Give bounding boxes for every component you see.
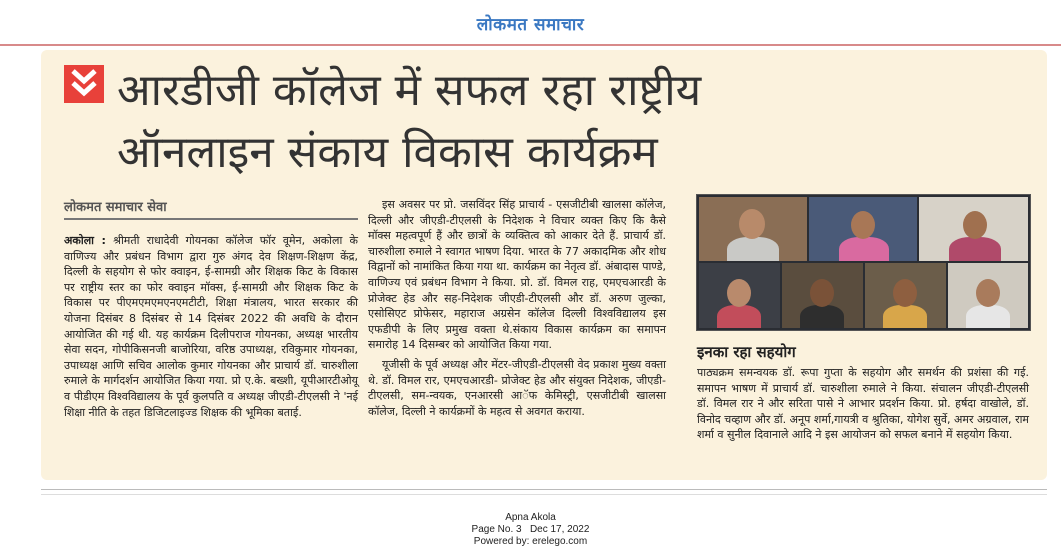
edition-name: Apna Akola: [505, 512, 556, 523]
page-footer: [0, 512, 1061, 548]
column-1-text: श्रीमती राधादेवी गोयनका कॉलेज फॉर वूमेन, अकोला के वाणिज्य और प्रबंधन विभाग द्वारा गुरु अंगद देव शिक्षण-शिक्षण केंद्र, दिल्ली के सहयोग से फोर क्वाइन, ई-सामग्री और शिक्षक किट के विकास पर राष्ट्रीय स्तर का फोर क्वाइन मॉक्स, ई-सामग्री और शिक्षक किट के विकास पर पीएमएमएमएनएमटीटी, शिक्षा मंत्रालय, भारत सरकार की योजना दिसंबर 8 दिसंबर से 14 दिसंबर 2022 की अवधि के दौरान आयोजित की गई थी. यह कार्यक्रम दिलीपराज गोयनका, अध्यक्ष भारतीय सेवा सदन, गोपीकिसनजी बाजोरिया, वरिष्ठ उपाध्यक्ष, रविकुमार गोयनका, उपाध्यक्ष आणि सचिव आलोक कुमार गोयनका और प्राचार्य डॉ. चारुशीला रुमाले के मार्गदर्शन आयोजित किया गया. प्रो ए.के. बख्शी, यूपीआरटीओयू व पीडीएम विश्वविद्यालय के पूर्व कुलपति व अध्यक्ष जीएडी-टीएलसी ने 'नई शिक्षा नीति के तहत डिजिटलाइज्ड शिक्षक की भूमिका बताई.: [64, 234, 358, 419]
section-subheading: इनका रहा सहयोग: [697, 343, 796, 361]
footer-divider: [41, 489, 1047, 495]
headline-line-1: आरडीजी कॉलेज में सफल रहा राष्ट्रीय: [117, 65, 702, 116]
participant-tile: [809, 197, 917, 261]
headline-line-2: ऑनलाइन संकाय विकास कार्यक्रम: [117, 127, 658, 178]
chevron-down-icon: [64, 65, 104, 103]
dateline: अकोला :: [64, 234, 106, 247]
column-2-paragraph-1: इस अवसर पर प्रो. जसविंदर सिंह प्राचार्य - एसजीटीबी खालसा कॉलेज, दिल्ली और जीएडी-टीएलसी के निदेशक ने विचार व्यक्त किए कि कैसे मॉक्स महत्वपूर्ण हैं और छात्रों के व्यक्तित्व को आकार देते हैं. प्राचार्य डॉ. चारुशीला रुमाले ने स्वागत भाषण दिया. भारत के 77 अकादमिक और शोध विद्वानों को नामांकित किया गया था. कार्यक्रम का नेतृत्व डॉ. अंबादास पाण्डे, वाणिज्य एवं प्रबंधन विभाग ने किया. प्रो. डॉ. विमल राह, एमएचआरडी के प्रोजेक्ट हेड और सह-निदेशक जीएडी-टीएलसी और डॉ. अरुण जुल्का, एसोसिएट प्रोफेसर, महाराज अग्रसेन कॉलेज दिल्ली विश्वविद्यालय इस एफडीपी के लिए प्रमुख वक्ता थे.संकाय विकास कार्यक्रम का समापन समारोह 14 दिसम्बर को आयोजित किया गया.: [368, 198, 666, 352]
participant-tile: [699, 197, 807, 261]
page-info: [0, 524, 1061, 536]
newspaper-name: लोकमत समाचार: [476, 15, 585, 35]
headline: [117, 60, 1017, 184]
article-column-3: [697, 365, 1029, 443]
participant-tile: [919, 197, 1028, 261]
participant-tile: [782, 263, 863, 328]
column-2-paragraph-2: यूजीसी के पूर्व अध्यक्ष और मेंटर-जीएडी-टीएलसी वेद प्रकाश मुख्य वक्ता थे. डॉ. विमल रार, एमएचआरडी- प्रोजेक्ट हेड और संयुक्त निदेशक, जीएडी-टीएलसी, सम-न्वयक, एनआरसी आॅफ केमिस्ट्री, एसजीटीबी खालसा कॉलेज, दिल्ली ने कार्यक्रमों के महत्व से अवगत कराया.: [368, 357, 666, 418]
powered-by: Powered by: erelego.com: [473, 536, 588, 547]
issue-date: Dec 17, 2022: [529, 524, 590, 535]
participant-tile: [699, 263, 780, 328]
page-number: Page No. 3: [471, 524, 522, 535]
column-3-text: पाठ्यक्रम समन्वयक डॉ. रूपा गुप्ता के सहयोग और समर्थन की प्रशंसा की गई. समापन भाषण में प्राचार्य डॉ. चारुशीला रुमाले ने किया. संचालन जीएडी-टीएलसी डॉ. विमल रार ने और सरिता पासे ने आभार प्रदर्शन किया. प्रो. हर्षदा वाखोले, डॉ. विनोद चव्हाण और डॉ. अनूप शर्मा,गायत्री व श्रुतिका, योगेश सुर्वे, अमर अग्रवाल, राम शर्मा व सुनील दिवानाले आदि ने इस आयोजन को सफल बनाने में सहयोग किया.: [697, 366, 1029, 442]
article-column-1: [64, 233, 358, 420]
video-conference-photo: [696, 194, 1031, 331]
article-column-2: [368, 197, 666, 419]
masthead: [0, 0, 1061, 46]
byline: लोकमत समाचार सेवा: [64, 197, 358, 220]
participant-tile: [865, 263, 946, 328]
participant-tile: [948, 263, 1028, 328]
